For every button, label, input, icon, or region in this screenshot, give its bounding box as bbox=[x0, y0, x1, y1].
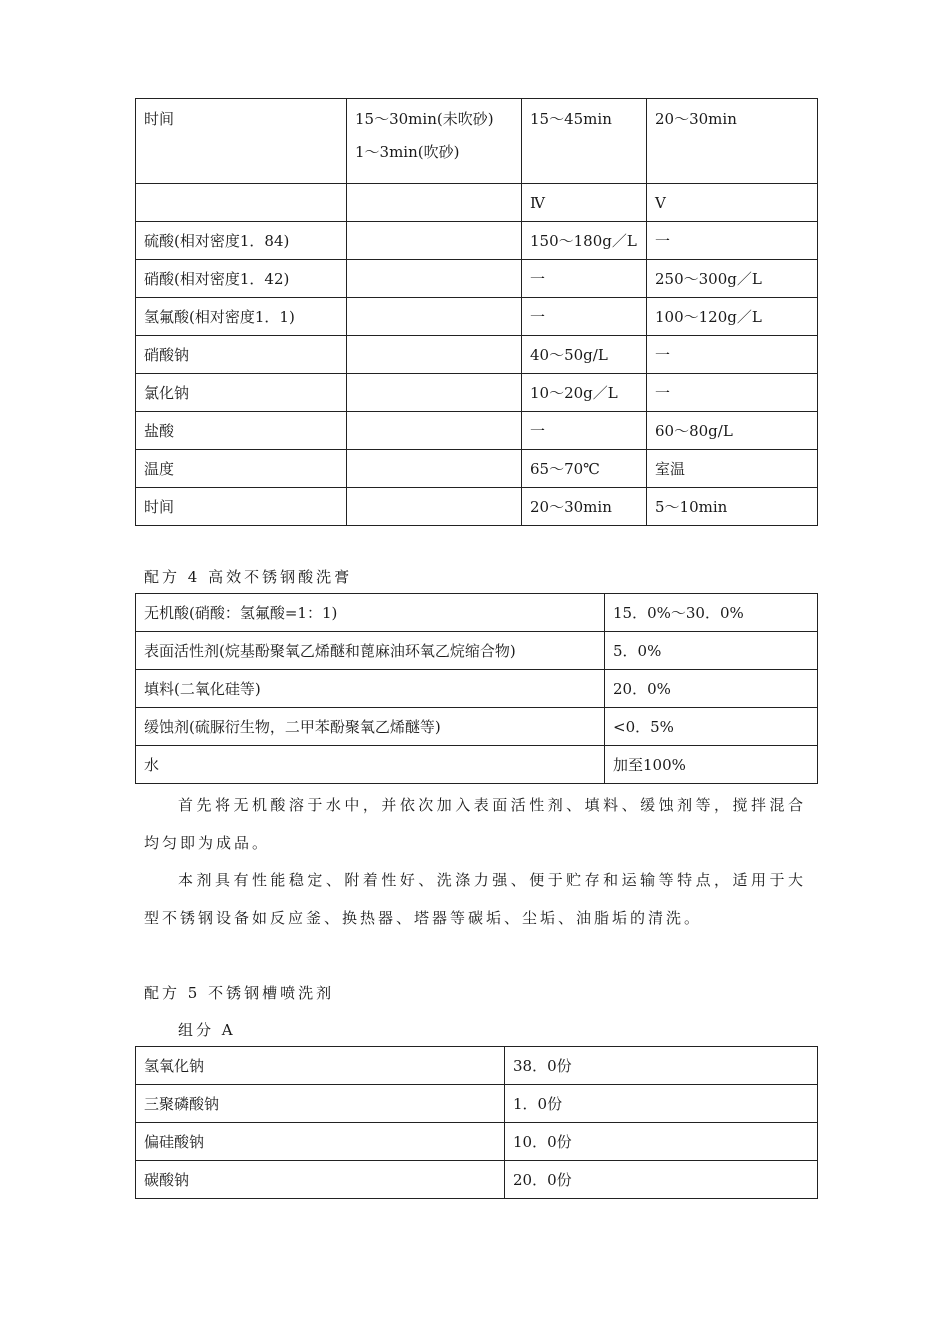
table-cell: 时间 bbox=[136, 488, 347, 526]
table-row bbox=[136, 746, 818, 784]
table-cell: 缓蚀剂(硫脲衍生物，二甲苯酚聚氧乙烯醚等) bbox=[136, 708, 605, 746]
cell-line: 15～30min(未吹砂) bbox=[355, 110, 494, 128]
table-cell: 加至100% bbox=[605, 746, 818, 784]
formula4-title: 配方 4 高效不锈钢酸洗膏 bbox=[144, 568, 353, 586]
process-conditions-table bbox=[135, 98, 818, 526]
table-cell bbox=[347, 260, 522, 298]
table-row bbox=[136, 450, 818, 488]
table-cell: 5．0% bbox=[605, 632, 818, 670]
table-cell: 碳酸钠 bbox=[136, 1161, 505, 1199]
table-cell bbox=[347, 336, 522, 374]
table-cell: 250～300g／L bbox=[647, 260, 818, 298]
table-cell: 一 bbox=[647, 374, 818, 412]
table-cell: 150～180g／L bbox=[522, 222, 647, 260]
table-row bbox=[136, 222, 818, 260]
table-cell: 水 bbox=[136, 746, 605, 784]
table-row bbox=[136, 260, 818, 298]
table-cell bbox=[347, 298, 522, 336]
table-cell: 时间 bbox=[136, 99, 347, 184]
table-cell: 偏硅酸钠 bbox=[136, 1123, 505, 1161]
formula4-table bbox=[135, 593, 818, 784]
table-cell: 一 bbox=[647, 336, 818, 374]
table-cell: 60～80g/L bbox=[647, 412, 818, 450]
table-cell: 10．0份 bbox=[505, 1123, 818, 1161]
table-row bbox=[136, 632, 818, 670]
table-row bbox=[136, 336, 818, 374]
table-row bbox=[136, 1047, 818, 1085]
table-row bbox=[136, 594, 818, 632]
table-cell: 填料(二氧化硅等) bbox=[136, 670, 605, 708]
table-cell: 5～10min bbox=[647, 488, 818, 526]
table-row bbox=[136, 412, 818, 450]
table-cell bbox=[347, 412, 522, 450]
table-cell: 一 bbox=[522, 298, 647, 336]
table-cell: 室温 bbox=[647, 450, 818, 488]
table-cell bbox=[136, 184, 347, 222]
table-cell: 100～120g／L bbox=[647, 298, 818, 336]
table-cell: 温度 bbox=[136, 450, 347, 488]
table-cell: 盐酸 bbox=[136, 412, 347, 450]
table-cell: 硝酸钠 bbox=[136, 336, 347, 374]
table-cell: 氢氧化钠 bbox=[136, 1047, 505, 1085]
table-row bbox=[136, 374, 818, 412]
table-cell: 40～50g/L bbox=[522, 336, 647, 374]
table-cell: 一 bbox=[522, 260, 647, 298]
table-cell: 10～20g／L bbox=[522, 374, 647, 412]
table-cell: 硝酸(相对密度1．42) bbox=[136, 260, 347, 298]
table-cell: <0．5% bbox=[605, 708, 818, 746]
table-cell bbox=[347, 374, 522, 412]
table-cell: 一 bbox=[647, 222, 818, 260]
table-cell bbox=[347, 99, 522, 184]
table-cell: 氯化钠 bbox=[136, 374, 347, 412]
table-cell bbox=[347, 488, 522, 526]
table-row bbox=[136, 99, 818, 184]
table-cell bbox=[347, 184, 522, 222]
table-row bbox=[136, 298, 818, 336]
cell-line: 1～3min(吹砂) bbox=[355, 143, 460, 161]
table-cell: 表面活性剂(烷基酚聚氧乙烯醚和蓖麻油环氧乙烷缩合物) bbox=[136, 632, 605, 670]
table-row bbox=[136, 670, 818, 708]
table-row bbox=[136, 184, 818, 222]
table-row bbox=[136, 1085, 818, 1123]
table-cell: 15．0%～30．0% bbox=[605, 594, 818, 632]
formula5-table bbox=[135, 1046, 818, 1199]
table-cell: 三聚磷酸钠 bbox=[136, 1085, 505, 1123]
table-cell: 38．0份 bbox=[505, 1047, 818, 1085]
table-cell: 氢氟酸(相对密度1．1) bbox=[136, 298, 347, 336]
table-cell: 20．0% bbox=[605, 670, 818, 708]
table-cell: 20．0份 bbox=[505, 1161, 818, 1199]
table-cell: 15～45min bbox=[522, 99, 647, 184]
table-row bbox=[136, 1161, 818, 1199]
table-row bbox=[136, 488, 818, 526]
table-row bbox=[136, 708, 818, 746]
table-cell: 无机酸(硝酸：氢氟酸=1：1) bbox=[136, 594, 605, 632]
table-cell: 1．0份 bbox=[505, 1085, 818, 1123]
table-cell: 硫酸(相对密度1．84) bbox=[136, 222, 347, 260]
table-cell: Ⅳ bbox=[522, 184, 647, 222]
formula4-paragraph-1: 首先将无机酸溶于水中，并依次加入表面活性剂、填料、缓蚀剂等，搅拌混合均匀即为成品。 bbox=[144, 796, 806, 852]
formula5-subtitle: 组分 A bbox=[178, 1021, 236, 1039]
table-cell bbox=[347, 450, 522, 488]
table-row bbox=[136, 1123, 818, 1161]
formula5-title: 配方 5 不锈钢槽喷洗剂 bbox=[144, 984, 335, 1002]
table-cell: 一 bbox=[522, 412, 647, 450]
table-cell: 20～30min bbox=[647, 99, 818, 184]
table-cell: 65～70℃ bbox=[522, 450, 647, 488]
table-cell: 20～30min bbox=[522, 488, 647, 526]
table-cell bbox=[347, 222, 522, 260]
table-cell: Ⅴ bbox=[647, 184, 818, 222]
formula4-paragraph-2: 本剂具有性能稳定、附着性好、洗涤力强、便于贮存和运输等特点，适用于大型不锈钢设备如反应釜、换热器、塔器等碳垢、尘垢、油脂垢的清洗。 bbox=[144, 871, 806, 927]
